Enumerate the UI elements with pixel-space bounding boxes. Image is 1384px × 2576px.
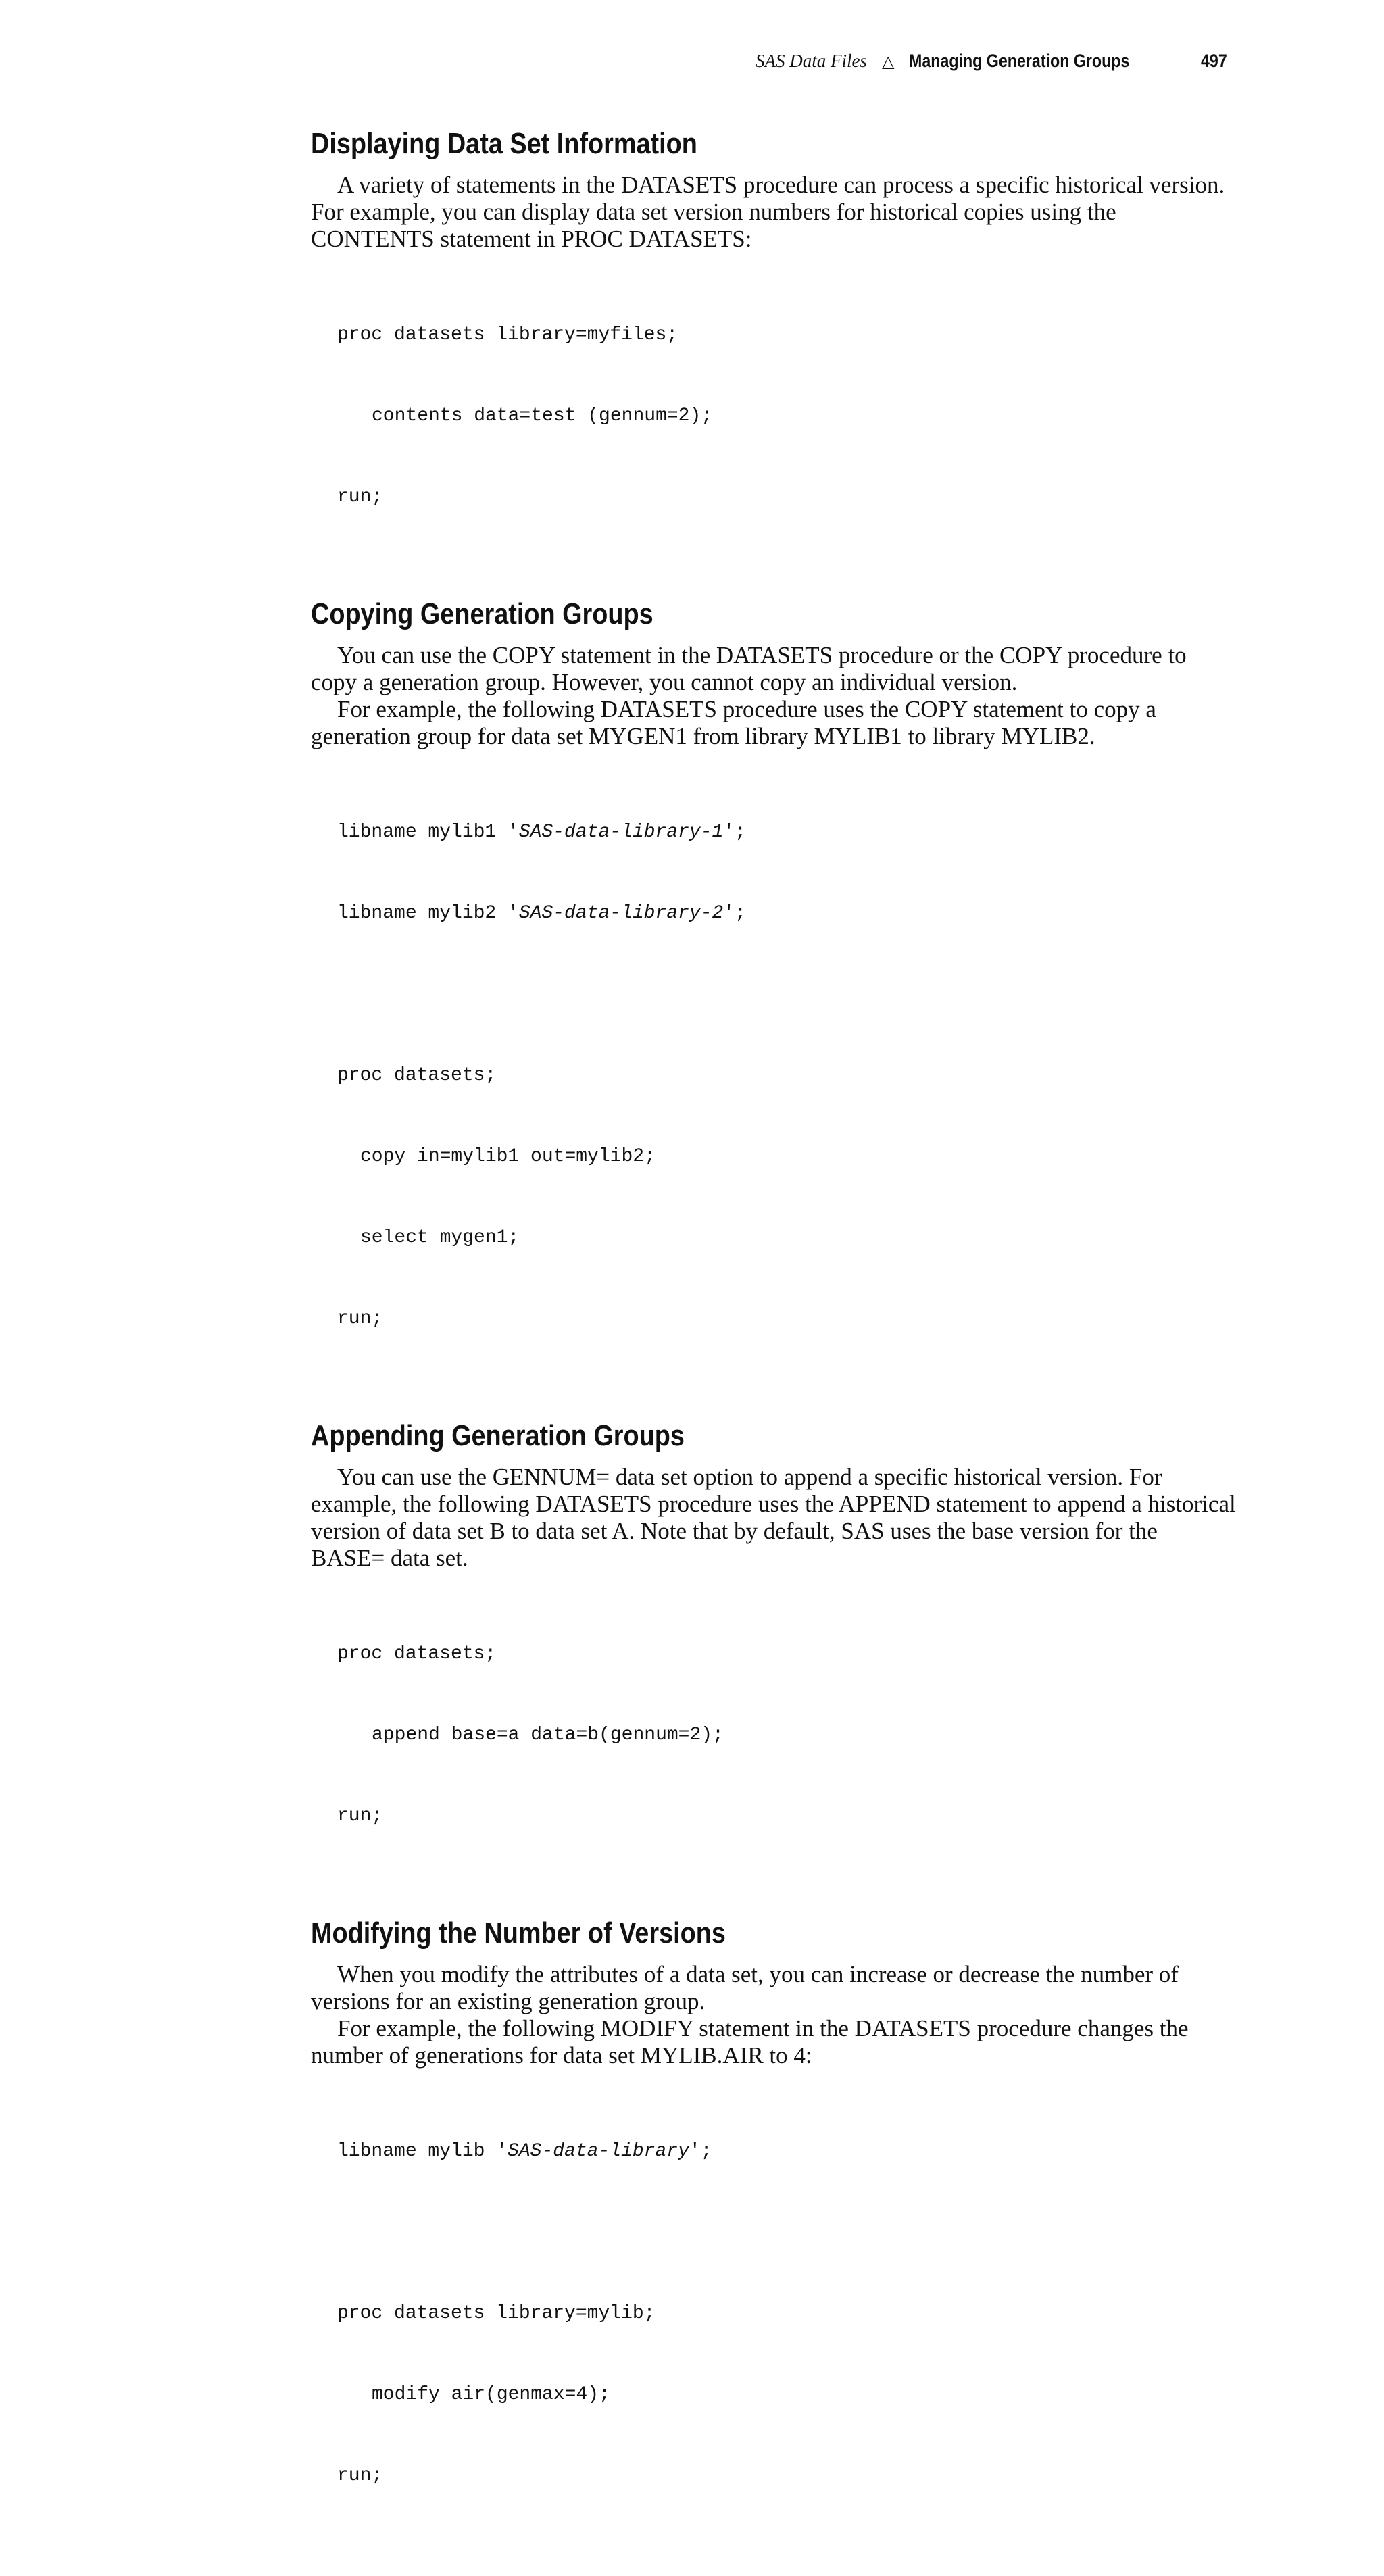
code-blank-line — [337, 2219, 1237, 2246]
code-line: run; — [337, 487, 383, 507]
code-block — [337, 765, 1237, 1387]
paragraph: For example, the following MODIFY statement in the DATASETS procedure changes the number of generations for data set MYLIB.AIR to 4: — [311, 2015, 1189, 2069]
paragraph: You can use the GENNUM= data set option to append a specific historical version. For example, the following DATASETS procedure uses the APPEND statement to append a historical version of data set B to data set A. Note that by default, SAS uses the base version for the BASE= data set. — [311, 1464, 1236, 1571]
code-line — [337, 2138, 1237, 2165]
code-line: proc datasets; — [337, 1065, 497, 1086]
code-text: '; — [723, 822, 746, 843]
section-heading: Modifying the Number of Versions — [311, 1916, 726, 1950]
section-heading: Appending Generation Groups — [311, 1419, 685, 1452]
page-number: 497 — [1200, 51, 1227, 71]
code-line — [337, 900, 1237, 927]
code-text: libname mylib2 ' — [337, 903, 519, 924]
page-content — [311, 127, 1237, 2576]
running-head — [756, 45, 1231, 78]
code-blank-line — [337, 981, 1237, 1008]
code-line: proc datasets library=mylib; — [337, 2303, 656, 2324]
delta-icon: △ — [881, 52, 895, 71]
section-heading: Copying Generation Groups — [311, 597, 653, 630]
code-text: libname mylib1 ' — [337, 822, 519, 843]
code-line: proc datasets library=myfiles; — [337, 324, 678, 345]
code-placeholder: SAS-data-library-2 — [518, 903, 724, 924]
paragraph: A variety of statements in the DATASETS procedure can process a specific historical version. For example, you can display data set version numbers for historical copies using the CONTENTS statement in PROC DATASETS: — [311, 172, 1225, 252]
running-head-book-title: SAS Data Files — [755, 51, 867, 71]
code-placeholder: SAS-data-library-1 — [518, 822, 724, 843]
code-block — [337, 1587, 1237, 1884]
code-line: copy in=mylib1 out=mylib2; — [360, 1146, 656, 1167]
paragraph: For example, the following DATASETS procedure uses the COPY statement to copy a generation group for data set MYGEN1 from library MYLIB1 to library MYLIB2. — [311, 696, 1156, 749]
code-line: append base=a data=b(gennum=2); — [372, 1725, 724, 1745]
paragraph: You can use the COPY statement in the DATASETS procedure or the COPY procedure to copy a generation group. However, you cannot copy an individual version. — [311, 642, 1187, 695]
code-line: run; — [337, 1308, 383, 1329]
code-line — [337, 819, 1237, 846]
code-text: libname mylib ' — [337, 2141, 508, 2162]
section-heading: Displaying Data Set Information — [311, 127, 697, 160]
code-line: run; — [337, 1806, 383, 1827]
code-placeholder: SAS-data-library — [508, 2141, 689, 2162]
code-block — [337, 2084, 1237, 2544]
code-line: modify air(genmax=4); — [372, 2384, 610, 2405]
paragraph: When you modify the attributes of a data set, you can increase or decrease the number of versions for an existing generation group. — [311, 1961, 1179, 2014]
code-block — [337, 268, 1237, 565]
code-line: run; — [337, 2465, 383, 2486]
code-text: '; — [689, 2141, 712, 2162]
code-text: '; — [723, 903, 746, 924]
code-line: select mygen1; — [360, 1227, 520, 1248]
code-line: contents data=test (gennum=2); — [372, 405, 713, 426]
code-line: proc datasets; — [337, 1643, 497, 1664]
running-head-section-title: Managing Generation Groups — [909, 51, 1130, 71]
